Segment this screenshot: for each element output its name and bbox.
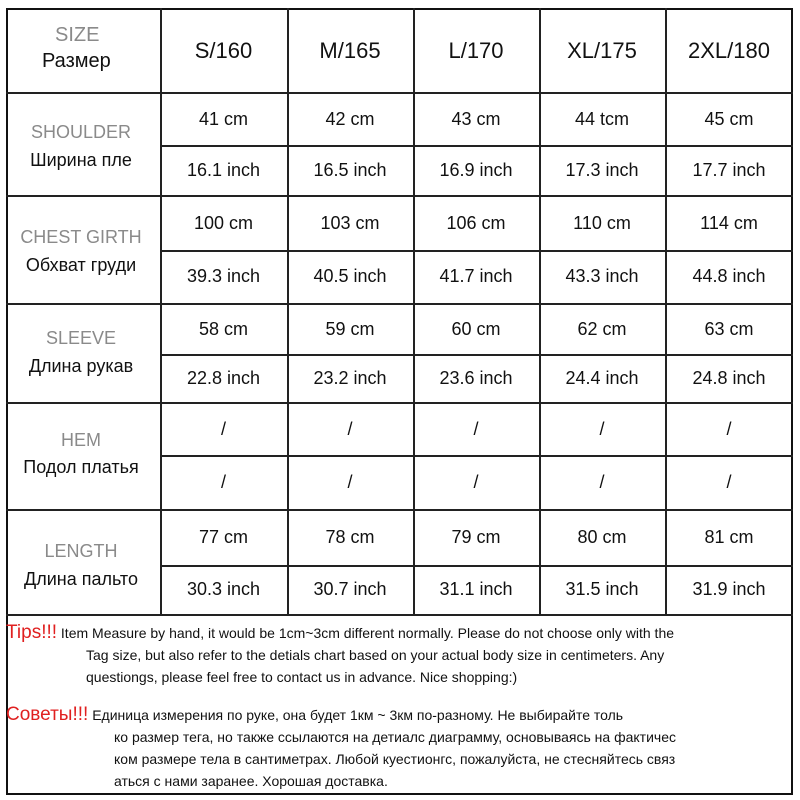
cell-hem-cm: / xyxy=(726,418,732,439)
cell-sleeve-cm: 59 cm xyxy=(325,318,375,339)
cell-shoulder-cm: 41 cm xyxy=(198,108,249,129)
cell-sleeve-cm: 62 cm xyxy=(577,318,627,339)
row-label-hem-en: HEM xyxy=(61,430,101,450)
cell-sleeve-cm: 63 cm xyxy=(704,318,754,339)
cell-hem-inch: / xyxy=(726,471,732,492)
cell-length-inch: 31.1 inch xyxy=(439,579,513,599)
cell-shoulder-inch: 16.1 inch xyxy=(186,159,261,180)
row-label-length-ru: Длина пальто xyxy=(24,569,138,589)
row-label-hem-ru: Подол платья xyxy=(23,457,139,477)
tips-ru-line1: Единица измерения по руке, она будет 1км ~ 3км по-разному. Не выбирайте толь xyxy=(92,707,624,723)
cell-chest-inch: 41.7 inch xyxy=(439,266,513,286)
row-label-shoulder-en: SHOULDER xyxy=(30,122,132,142)
tips-ru-line3: ком размере тела в сантиметрах. Любой куестионгс, пожалуйста, не стесняйтесь связ xyxy=(114,751,676,767)
tips-en-line1: Item Measure by hand, it would be 1cm~3cm different normally. Please do not choose only with the xyxy=(60,625,675,641)
cell-hem-inch: / xyxy=(220,471,226,492)
cell-hem-inch: / xyxy=(599,471,605,492)
cell-length-cm: 77 cm xyxy=(198,527,249,547)
tips-ru-title: Советы!!! xyxy=(6,704,89,725)
cell-shoulder-inch: 16.9 inch xyxy=(439,159,513,180)
cell-sleeve-inch: 23.6 inch xyxy=(439,367,513,388)
column-header-l: L/170 xyxy=(448,38,504,63)
cell-hem-inch: / xyxy=(347,471,353,492)
cell-shoulder-cm: 43 cm xyxy=(451,108,501,129)
cell-chest-cm: 103 cm xyxy=(320,212,380,233)
cell-length-inch: 31.5 inch xyxy=(565,579,639,599)
cell-length-cm: 80 cm xyxy=(577,527,627,547)
cell-shoulder-cm: 45 cm xyxy=(704,108,754,129)
cell-shoulder-inch: 17.3 inch xyxy=(565,159,639,180)
cell-hem-cm: / xyxy=(220,418,226,439)
row-label-shoulder-ru: Ширина пле xyxy=(30,150,132,170)
cell-chest-cm: 114 cm xyxy=(700,212,758,233)
size-label-en: SIZE xyxy=(55,24,100,46)
cell-hem-inch: / xyxy=(473,471,479,492)
cell-sleeve-cm: 58 cm xyxy=(198,318,249,339)
column-header-xl: XL/175 xyxy=(567,38,637,63)
tips-en-title: Tips!!! xyxy=(6,622,58,643)
cell-sleeve-inch: 22.8 inch xyxy=(186,367,261,388)
cell-hem-cm: / xyxy=(599,418,605,439)
cell-chest-cm: 110 cm xyxy=(573,212,631,233)
cell-length-inch: 31.9 inch xyxy=(692,579,766,599)
cell-length-cm: 81 cm xyxy=(704,527,754,547)
tips-en-line3: questiongs, please feel free to contact us in advance. Nice shopping:) xyxy=(86,669,518,685)
row-label-chest-en: CHEST GIRTH xyxy=(20,227,142,247)
cell-chest-inch: 40.5 inch xyxy=(313,266,387,286)
row-label-sleeve-ru: Длина рукав xyxy=(28,356,134,376)
cell-shoulder-inch: 16.5 inch xyxy=(313,159,387,180)
cell-chest-cm: 100 cm xyxy=(193,212,254,233)
tips-ru-line4: аться с нами заранее. Хорошая доставка. xyxy=(114,773,388,789)
size-label-ru: Размер xyxy=(42,50,111,72)
cell-sleeve-cm: 60 cm xyxy=(451,318,501,339)
tips-en xyxy=(6,622,791,688)
cell-chest-inch: 43.3 inch xyxy=(565,266,639,286)
column-header-2xl: 2XL/180 xyxy=(688,38,770,63)
tips-ru-line2: ко размер тега, но также ссылаются на детиалс диаграмму, основываясь на фактичес xyxy=(114,729,676,745)
column-header-m: M/165 xyxy=(319,38,381,63)
cell-hem-cm: / xyxy=(473,418,479,439)
cell-sleeve-inch: 24.4 inch xyxy=(565,367,639,388)
cell-shoulder-cm: 42 cm xyxy=(325,108,375,129)
tips-ru xyxy=(6,704,791,792)
tips-en-line2: Tag size, but also refer to the detials chart based on your actual body size in centimeters. Any xyxy=(86,647,665,663)
cell-length-inch: 30.7 inch xyxy=(313,579,387,599)
cell-length-cm: 79 cm xyxy=(451,527,501,547)
row-label-chest-ru: Обхват груди xyxy=(25,255,137,275)
cell-length-cm: 78 cm xyxy=(325,527,375,547)
cell-length-inch: 30.3 inch xyxy=(186,579,261,599)
cell-shoulder-inch: 17.7 inch xyxy=(692,159,766,180)
cell-shoulder-cm: 44 tcm xyxy=(574,108,630,129)
cell-hem-cm: / xyxy=(347,418,353,439)
row-label-sleeve-en: SLEEVE xyxy=(45,328,117,348)
cell-chest-cm: 106 cm xyxy=(446,212,506,233)
cell-sleeve-inch: 24.8 inch xyxy=(692,367,766,388)
column-header-s: S/160 xyxy=(194,38,253,63)
cell-chest-inch: 44.8 inch xyxy=(692,266,766,286)
row-label-length-en: LENGTH xyxy=(44,541,118,561)
cell-chest-inch: 39.3 inch xyxy=(186,266,261,286)
cell-sleeve-inch: 23.2 inch xyxy=(313,367,387,388)
